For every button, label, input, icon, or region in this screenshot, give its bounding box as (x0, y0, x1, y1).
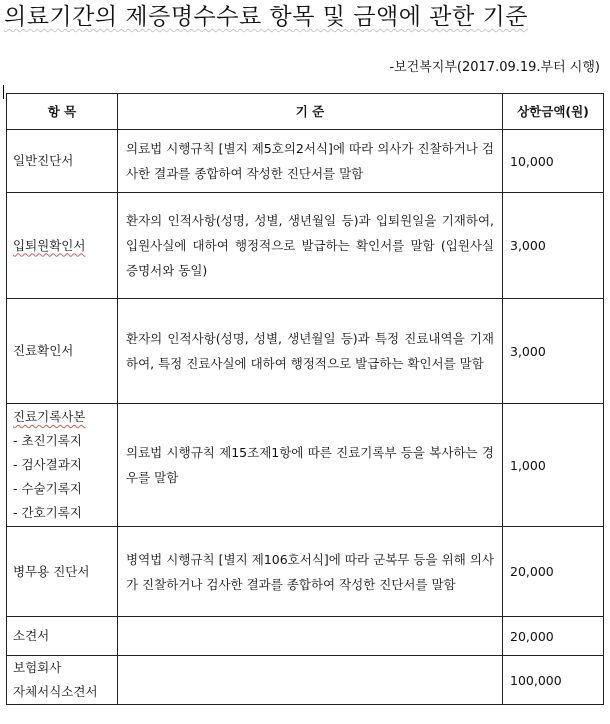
item-label: 진료확인서 (13, 343, 74, 358)
table-row (7, 527, 604, 617)
criteria-cell: 의료법 시행규칙 제15조제1항에 따른 진료기록부 등을 복사하는 경우를 말함 (118, 404, 503, 527)
amount-cell: 20,000 (503, 617, 604, 656)
text-cursor (3, 85, 4, 99)
table-row (7, 617, 604, 656)
item-label: 일반진단서 (13, 153, 74, 168)
item-cell (7, 404, 118, 527)
criteria-cell: 환자의 인적사항(성명, 성별, 생년월일 등)과 특정 진료내역을 기재 하여, 특정 진료사실에 대하여 행정적으로 발급하는 확인서를 말함 (118, 299, 503, 404)
item-cell (7, 299, 118, 404)
amount-cell: 1,000 (503, 404, 604, 527)
item-label: 병무용 진단서 (13, 563, 90, 579)
item-label: 진료기록사본 (13, 409, 86, 424)
header-criteria: 기 준 (118, 94, 503, 130)
criteria-cell: 의료법 시행규칙 [별지 제5호의2서식]에 따라 의사가 진찰하거나 검사한 결과를 종합하여 작성한 진단서를 말함 (118, 130, 503, 193)
item-sublabel: - 수술기록지 (13, 481, 82, 496)
item-cell (7, 656, 118, 705)
fee-table (6, 93, 604, 705)
item-cell (7, 527, 118, 617)
item-label: 소견서 (13, 628, 50, 643)
item-sublabel: - 검사결과지 (13, 457, 82, 472)
criteria-cell: 병역법 시행규칙 [별지 제106호서식]에 따라 군복무 등을 위해 의사가 진찰하거나 검사한 결과를 종합하여 작성한 진단서를 말함 (118, 527, 503, 617)
item-sublabel: - 초진기록지 (13, 433, 82, 448)
table-row (7, 193, 604, 299)
criteria-cell (118, 617, 503, 656)
header-item: 항 목 (7, 94, 118, 130)
amount-cell: 3,000 (503, 193, 604, 299)
item-cell (7, 617, 118, 656)
amount-cell: 20,000 (503, 527, 604, 617)
item-label: 입퇴원확인서 (13, 237, 86, 253)
table-header-row (7, 94, 604, 130)
table-row (7, 299, 604, 404)
item-cell (7, 193, 118, 299)
amount-cell: 3,000 (503, 299, 604, 404)
item-sublabel: - 간호기록지 (13, 505, 82, 520)
document-title: 의료기간의 제증명수수료 항목 및 금액에 관한 기준 (4, 4, 528, 30)
amount-cell: 10,000 (503, 130, 604, 193)
item-label: 자체서식소견서 (13, 684, 98, 699)
criteria-cell: 환자의 인적사항(성명, 성별, 생년월일 등)과 입퇴원일을 기재하여, 입원사실에 대하여 행정적으로 발급하는 확인서를 말함 (입원사실 증명서와 동일) (118, 193, 503, 299)
table-row (7, 404, 604, 527)
amount-cell: 100,000 (503, 656, 604, 705)
table-row (7, 656, 604, 705)
table-row (7, 130, 604, 193)
item-cell (7, 130, 118, 193)
item-label: 보험회사 (13, 660, 62, 675)
criteria-cell (118, 656, 503, 705)
source-note: -보건복지부(2017.09.19.부터 시행) (389, 60, 600, 75)
header-limit: 상한금액(원) (503, 94, 604, 130)
